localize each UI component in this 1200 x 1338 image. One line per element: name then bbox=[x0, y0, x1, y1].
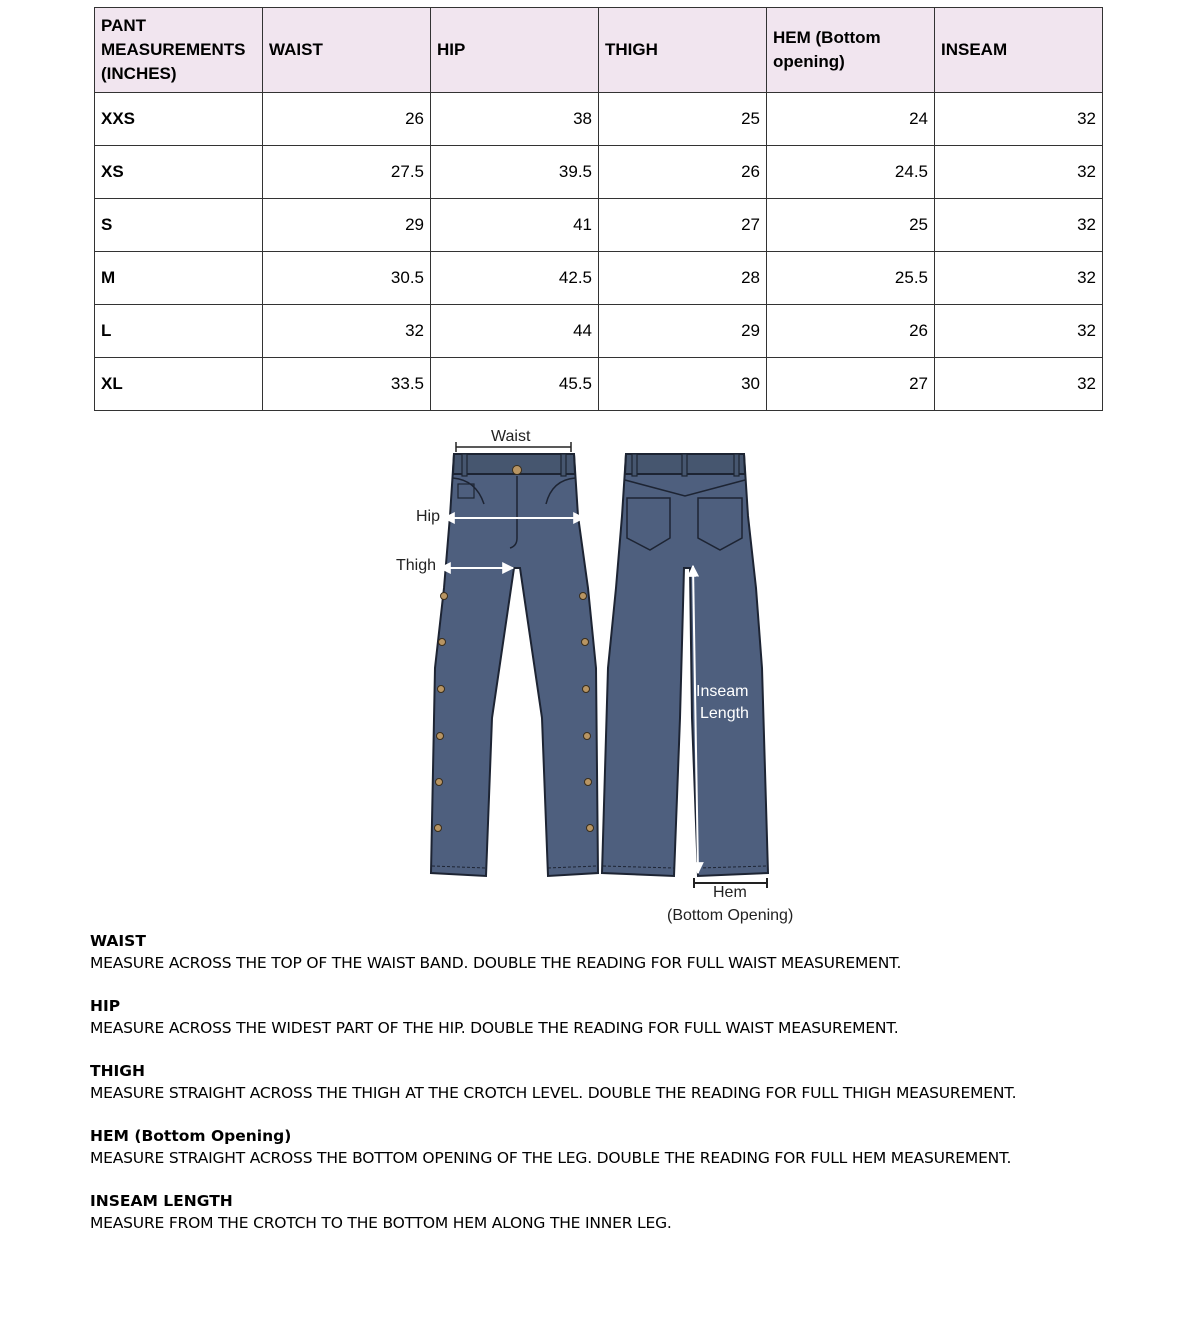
inseam-label-line2: Length bbox=[700, 705, 749, 722]
instruction-text: MEASURE FROM THE CROTCH TO THE BOTTOM HEM ALONG THE INNER LEG. bbox=[90, 1214, 672, 1232]
inseam-label-line1: Inseam bbox=[696, 683, 749, 700]
size-label: XS bbox=[95, 146, 263, 199]
table-row bbox=[95, 146, 1103, 199]
waist-label: Waist bbox=[491, 428, 531, 445]
instruction-hem bbox=[90, 1125, 1190, 1169]
hip-value: 39.5 bbox=[431, 146, 599, 199]
table-row bbox=[95, 358, 1103, 411]
instruction-waist bbox=[90, 930, 1190, 974]
hip-label: Hip bbox=[416, 508, 441, 525]
waist-value: 29 bbox=[263, 199, 431, 252]
instruction-title: INSEAM LENGTH bbox=[90, 1192, 233, 1210]
header-hip: HIP bbox=[431, 8, 599, 93]
measurement-instructions bbox=[90, 930, 1190, 1255]
instruction-inseam bbox=[90, 1190, 1190, 1234]
thigh-value: 30 bbox=[599, 358, 767, 411]
waist-value: 33.5 bbox=[263, 358, 431, 411]
size-label: XXS bbox=[95, 93, 263, 146]
thigh-label: Thigh bbox=[396, 557, 437, 574]
header-waist: WAIST bbox=[263, 8, 431, 93]
waist-value: 30.5 bbox=[263, 252, 431, 305]
hip-value: 41 bbox=[431, 199, 599, 252]
size-label: XL bbox=[95, 358, 263, 411]
hem-value: 25.5 bbox=[767, 252, 935, 305]
instruction-title: WAIST bbox=[90, 932, 146, 950]
size-label: M bbox=[95, 252, 263, 305]
table-header-row bbox=[95, 8, 1103, 93]
pants-illustration bbox=[380, 418, 810, 938]
hem-value: 25 bbox=[767, 199, 935, 252]
table-row bbox=[95, 252, 1103, 305]
inseam-value: 32 bbox=[935, 146, 1103, 199]
size-label: L bbox=[95, 305, 263, 358]
instruction-thigh bbox=[90, 1060, 1190, 1104]
hem-label-line2: (Bottom Opening) bbox=[667, 907, 794, 924]
instruction-title: THIGH bbox=[90, 1062, 146, 1080]
hem-value: 27 bbox=[767, 358, 935, 411]
waist-value: 27.5 bbox=[263, 146, 431, 199]
instruction-text: MEASURE STRAIGHT ACROSS THE BOTTOM OPENING OF THE LEG. DOUBLE THE READING FOR FULL HEM MEASUREMENT. bbox=[90, 1149, 1012, 1167]
table-row bbox=[95, 305, 1103, 358]
header-inseam: INSEAM bbox=[935, 8, 1103, 93]
size-label: S bbox=[95, 199, 263, 252]
waist-value: 32 bbox=[263, 305, 431, 358]
inseam-value: 32 bbox=[935, 252, 1103, 305]
table-row bbox=[95, 199, 1103, 252]
size-chart-table bbox=[94, 7, 1103, 411]
instruction-text: MEASURE ACROSS THE TOP OF THE WAIST BAND. DOUBLE THE READING FOR FULL WAIST MEASUREMENT. bbox=[90, 954, 902, 972]
hip-value: 45.5 bbox=[431, 358, 599, 411]
inseam-value: 32 bbox=[935, 93, 1103, 146]
thigh-value: 29 bbox=[599, 305, 767, 358]
waist-value: 26 bbox=[263, 93, 431, 146]
instruction-text: MEASURE ACROSS THE WIDEST PART OF THE HIP. DOUBLE THE READING FOR FULL WAIST MEASUREMENT. bbox=[90, 1019, 899, 1037]
pants-measurement-diagram bbox=[380, 418, 810, 938]
hem-value: 24 bbox=[767, 93, 935, 146]
thigh-value: 26 bbox=[599, 146, 767, 199]
header-thigh: THIGH bbox=[599, 8, 767, 93]
header-pant-measurements: PANT MEASUREMENTS (INCHES) bbox=[95, 8, 263, 93]
inseam-value: 32 bbox=[935, 199, 1103, 252]
inseam-value: 32 bbox=[935, 358, 1103, 411]
hem-value: 24.5 bbox=[767, 146, 935, 199]
hip-value: 44 bbox=[431, 305, 599, 358]
hem-value: 26 bbox=[767, 305, 935, 358]
table-row bbox=[95, 93, 1103, 146]
back-view-pants bbox=[602, 454, 768, 876]
header-hem: HEM (Bottom opening) bbox=[767, 8, 935, 93]
thigh-value: 28 bbox=[599, 252, 767, 305]
inseam-value: 32 bbox=[935, 305, 1103, 358]
thigh-value: 27 bbox=[599, 199, 767, 252]
hem-label-line1: Hem bbox=[713, 884, 747, 901]
instruction-hip bbox=[90, 995, 1190, 1039]
instruction-text: MEASURE STRAIGHT ACROSS THE THIGH AT THE CROTCH LEVEL. DOUBLE THE READING FOR FULL THIGH MEASUREMENT. bbox=[90, 1084, 1017, 1102]
instruction-title: HIP bbox=[90, 997, 121, 1015]
hip-value: 38 bbox=[431, 93, 599, 146]
thigh-value: 25 bbox=[599, 93, 767, 146]
hip-value: 42.5 bbox=[431, 252, 599, 305]
instruction-title: HEM (Bottom Opening) bbox=[90, 1127, 292, 1145]
